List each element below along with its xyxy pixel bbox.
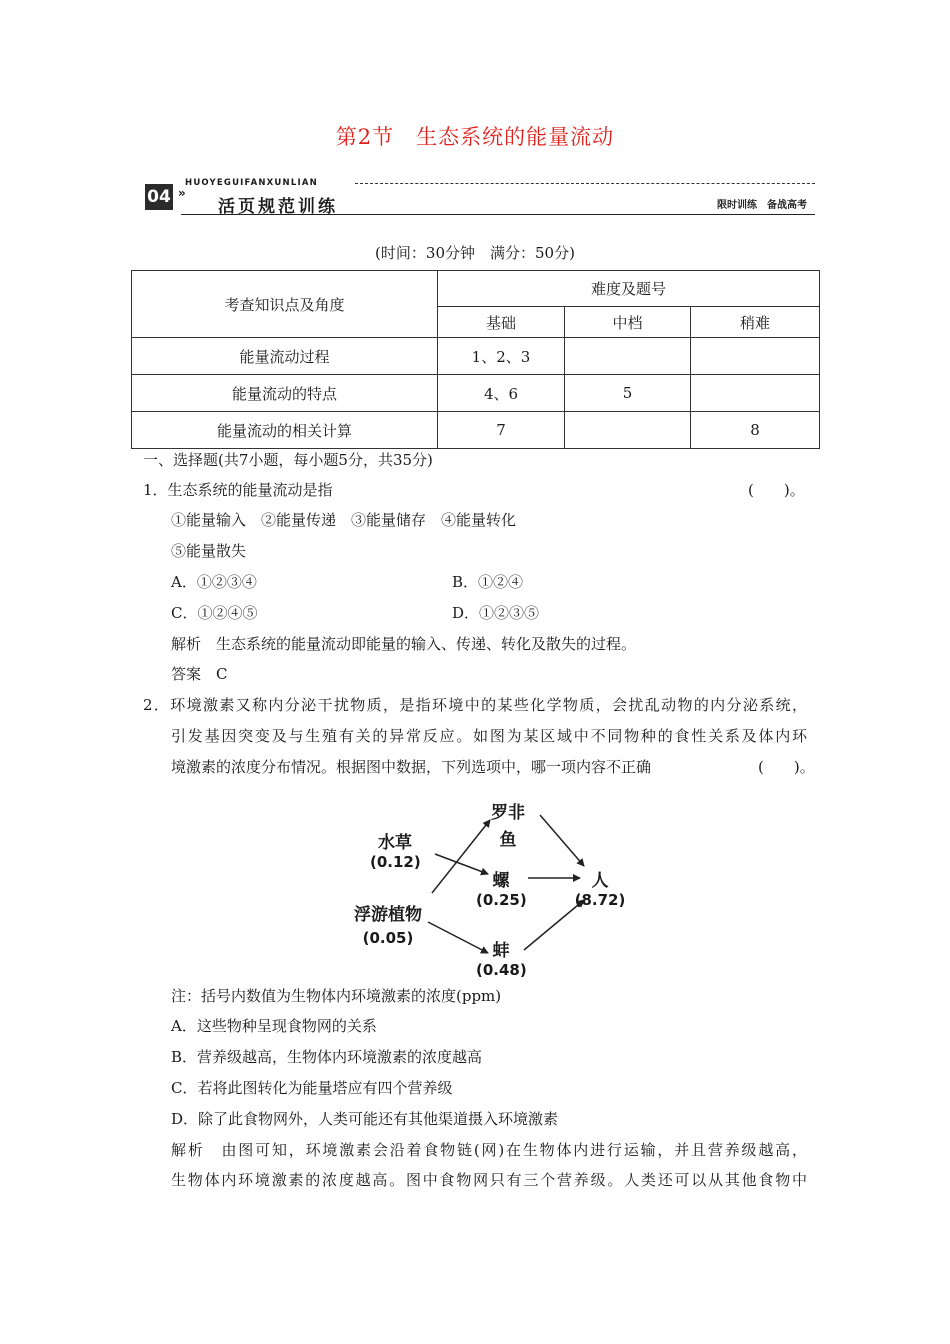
q2-note: 注：括号内数值为生物体内环境激素的浓度(ppm) [171,987,502,1005]
q1-option-c: C．①②④⑤ [171,604,258,622]
table-row [132,375,820,412]
row-cell [691,338,820,375]
q2-option-d: D．除了此食物网外，人类可能还有其他渠道摄入环境激素 [171,1110,559,1128]
q2-stem-line1: 2．环境激素又称内分泌干扰物质，是指环境中的某些化学物质，会扰乱动物的内分泌系统， [143,696,807,714]
node-bang: 蚌 (0.48) [476,941,527,979]
row-cell: 8 [691,412,820,449]
q2-stem-line2: 引发基因突变及与生殖有关的异常反应。如图为某区域中不同物种的食性关系及体内环 [171,727,807,745]
header-difficulty: 难度及题号 [438,271,820,307]
q2-option-b: B．营养级越高，生物体内环境激素的浓度越高 [171,1048,483,1066]
row-cell: 1、2、3 [438,338,565,375]
q2-bracket: ( )。 [758,758,815,776]
node-luofei: 罗非 鱼 [491,803,525,850]
q1-answer: 答案 C [171,665,228,683]
q1-items-line2: ⑤能量散失 [171,542,247,560]
time-note: (时间：30分钟 满分：50分) [375,244,575,262]
double-arrow-icon: » [178,186,186,200]
q2-option-a: A．这些物种呈现食物网的关系 [171,1017,377,1035]
q2-analysis-line2: 生物体内环境激素的浓度越高。图中食物网只有三个营养级。人类还可以从其他食物中 [171,1171,807,1189]
banner-number: 04 [145,184,173,210]
section-heading: 一、选择题(共7小题，每小题5分，共35分) [143,451,433,469]
header-medium: 中档 [565,307,691,338]
header-basic: 基础 [438,307,565,338]
row-cell: 7 [438,412,565,449]
banner-label: 活页规范训练 [218,197,338,217]
section-banner [145,178,815,218]
knowledge-table [131,270,820,449]
table-row [132,412,820,449]
q1-analysis: 解析 生态系统的能量流动即能量的输入、传递、转化及散失的过程。 [171,635,637,653]
node-shuicao: 水草 (0.12) [370,833,421,871]
header-hard: 稍难 [691,307,820,338]
q1-bracket: ( )。 [748,481,805,499]
node-luo: 螺 (0.25) [476,871,527,909]
table-row [132,338,820,375]
q2-analysis-line1: 解析 由图可知，环境激素会沿着食物链(网)在生物体内进行运输，并且营养级越高， [171,1141,807,1159]
row-cell [565,338,691,375]
banner-tagline: 限时训练 备战高考 [717,200,807,211]
q2-option-c: C．若将此图转化为能量塔应有四个营养级 [171,1079,453,1097]
row-cell: 4、6 [438,375,565,412]
row-topic: 能量流动的特点 [132,375,438,412]
q1-option-b: B．①②④ [452,573,524,591]
node-fuyou: 浮游植物 (0.05) [354,905,422,947]
q1-items-line1: ①能量输入 ②能量传递 ③能量储存 ④能量转化 [171,511,517,529]
q1-option-a: A．①②③④ [171,573,257,591]
q1-stem: 1．生态系统的能量流动是指 [143,481,333,499]
row-cell [691,375,820,412]
q1-option-d: D．①②③⑤ [452,604,540,622]
banner-pinyin: HUOYEGUIFANXUNLIAN [185,178,318,188]
page-title: 第2节 生态系统的能量流动 [335,125,615,149]
banner-dotted-rule [355,183,815,184]
header-topic: 考查知识点及角度 [132,271,438,338]
row-cell [565,412,691,449]
banner-rule [181,214,815,215]
row-topic: 能量流动的相关计算 [132,412,438,449]
row-topic: 能量流动过程 [132,338,438,375]
food-web-diagram [340,790,640,990]
row-cell: 5 [565,375,691,412]
node-ren: 人 (8.72) [574,871,626,909]
q2-stem-line3: 境激素的浓度分布情况。根据图中数据，下列选项中，哪一项内容不正确 [171,758,652,776]
arrow-luofei-ren [540,815,584,866]
